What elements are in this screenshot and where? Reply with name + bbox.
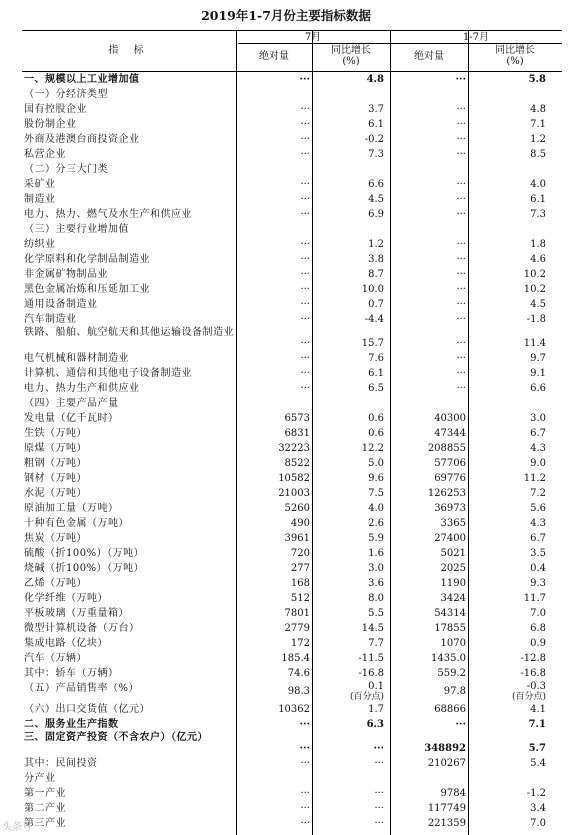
month-absolute-cell: ··· — [300, 119, 310, 130]
month-yoy-cell: 9.6 — [368, 473, 384, 484]
ytd-yoy-cell: 9.1 — [530, 368, 546, 379]
table-row — [22, 486, 562, 501]
month-yoy-cell: -4.4 — [364, 314, 384, 325]
table-row — [22, 471, 562, 486]
row-label: 电气机械和器材制造业 — [24, 353, 129, 364]
ytd-yoy-cell: 5.7 — [528, 743, 546, 754]
row-label: 硫酸（折100%）（万吨） — [24, 548, 145, 559]
month-absolute-cell: ··· — [299, 74, 310, 85]
month-yoy-cell: 1.6 — [368, 548, 384, 559]
month-yoy-cell: 0.7 — [368, 299, 384, 310]
month-absolute-cell: ··· — [300, 149, 310, 160]
ytd-yoy-cell: 8.5 — [530, 149, 546, 160]
table-row — [22, 87, 562, 102]
ytd-yoy-cell: 11.7 — [523, 593, 546, 604]
table-row — [22, 381, 562, 396]
month-absolute-cell: 490 — [290, 518, 310, 529]
ytd-absolute-cell: ··· — [456, 209, 466, 220]
header-month-absolute: 绝对量 — [259, 51, 289, 62]
row-label: 采矿业 — [24, 179, 56, 190]
row-label: 铁路、船舶、航空航天和其他运输设备制造业 — [24, 327, 234, 338]
table-row — [22, 351, 562, 366]
month-yoy-cell: 1.2 — [368, 239, 384, 250]
month-yoy-cell: 7.7 — [368, 638, 384, 649]
month-absolute-cell: ··· — [300, 194, 310, 205]
ytd-yoy-cell: 3.5 — [530, 548, 546, 559]
row-label: 第三产业 — [24, 818, 66, 829]
month-yoy-cell: 4.5 — [368, 194, 384, 205]
ytd-yoy-cell: 7.0 — [530, 818, 546, 829]
row-label: 十种有色金属（万吨） — [24, 518, 129, 529]
ytd-yoy-cell: 4.8 — [530, 104, 546, 115]
month-absolute-cell: ··· — [300, 818, 310, 829]
ytd-absolute-cell: 221359 — [427, 818, 466, 829]
month-yoy-cell: 6.9 — [368, 209, 384, 220]
table-body — [22, 72, 562, 831]
watermark: 头条号 — [2, 822, 32, 833]
ytd-absolute-cell: 1190 — [440, 578, 466, 589]
ytd-yoy-cell: 6.7 — [530, 533, 546, 544]
row-label: 烧碱（折100%）（万吨） — [24, 563, 145, 574]
ytd-absolute-cell: 2025 — [440, 563, 466, 574]
table-row — [22, 267, 562, 282]
month-yoy-cell: 0.6 — [368, 428, 384, 439]
table-row — [22, 162, 562, 177]
table-row — [22, 546, 562, 561]
month-absolute-cell: 172 — [290, 638, 310, 649]
ytd-yoy-cell: 7.3 — [530, 209, 546, 220]
month-yoy-cell: 8.0 — [368, 593, 384, 604]
row-label: 第二产业 — [24, 803, 66, 814]
month-absolute-cell: ··· — [299, 719, 310, 730]
month-yoy-cell: 3.0 — [368, 563, 384, 574]
ytd-yoy-cell: -1.2 — [526, 788, 546, 799]
ytd-absolute-cell: 68866 — [434, 704, 466, 715]
table-row — [22, 651, 562, 666]
month-yoy-cell: 12.2 — [361, 443, 384, 454]
row-label: 制造业 — [24, 194, 56, 205]
table-row — [22, 117, 562, 132]
month-yoy-cell: ··· — [374, 803, 384, 814]
table-row — [22, 702, 562, 717]
month-yoy-cell: 3.7 — [368, 104, 384, 115]
row-label: 集成电路（亿块） — [24, 638, 108, 649]
row-label: 发电量（亿千瓦时） — [24, 413, 119, 424]
month-absolute-cell: 6573 — [284, 413, 310, 424]
month-absolute-cell: 8522 — [284, 458, 310, 469]
ytd-absolute-cell: 27400 — [434, 533, 466, 544]
month-absolute-cell: 32223 — [278, 443, 310, 454]
ytd-yoy-cell: 7.1 — [530, 119, 546, 130]
ytd-absolute-cell: ··· — [456, 368, 466, 379]
ytd-yoy-cell: -16.8 — [520, 668, 546, 679]
row-label: 化学原料和化学制品制造业 — [24, 254, 150, 265]
ytd-yoy-cell: 0.9 — [530, 638, 546, 649]
ytd-absolute-cell: ··· — [456, 134, 466, 145]
header-ytd: 1-7月 — [462, 32, 490, 43]
ytd-yoy-cell: 3.4 — [530, 803, 546, 814]
row-label: 私营企业 — [24, 149, 66, 160]
month-absolute-cell: ··· — [300, 383, 310, 394]
month-yoy-cell: 0.1 (百分点) — [349, 681, 384, 702]
month-yoy-cell: 15.7 — [361, 338, 384, 349]
month-absolute-cell: 185.4 — [281, 653, 310, 664]
table-row — [22, 207, 562, 222]
row-label: 粗钢（万吨） — [24, 458, 87, 469]
ytd-yoy-cell: 1.2 — [530, 134, 546, 145]
month-yoy-cell: 5.5 — [368, 608, 384, 619]
month-absolute-cell: 5260 — [284, 503, 310, 514]
row-label: 原煤（万吨） — [24, 443, 87, 454]
table-row — [22, 297, 562, 312]
month-absolute-cell: ··· — [300, 299, 310, 310]
ytd-yoy-cell: -12.8 — [520, 653, 546, 664]
row-label: 乙烯（万吨） — [24, 578, 87, 589]
month-yoy-cell: 0.6 — [368, 413, 384, 424]
ytd-absolute-cell: ··· — [456, 284, 466, 295]
month-yoy-cell: 5.0 — [368, 458, 384, 469]
table-row — [22, 282, 562, 297]
month-absolute-cell: ··· — [300, 134, 310, 145]
table-row — [22, 177, 562, 192]
table-row — [22, 102, 562, 117]
ytd-absolute-cell: 57706 — [434, 458, 466, 469]
table-header — [22, 30, 562, 72]
month-yoy-cell: 2.6 — [368, 518, 384, 529]
row-label: （二）分三大门类 — [24, 164, 108, 175]
month-yoy-cell: 5.9 — [368, 533, 384, 544]
ytd-absolute-cell: 559.2 — [437, 668, 466, 679]
month-absolute-cell: ··· — [300, 353, 310, 364]
ytd-yoy-cell: 0.4 — [530, 563, 546, 574]
month-absolute-cell: ··· — [300, 284, 310, 295]
row-label: 非金属矿物制品业 — [24, 269, 108, 280]
month-yoy-cell: 7.6 — [368, 353, 384, 364]
month-yoy-cell: 6.3 — [366, 719, 384, 730]
row-label: 通用设备制造业 — [24, 299, 98, 310]
month-yoy-cell: 14.5 — [361, 623, 384, 634]
row-label: （三）主要行业增加值 — [24, 224, 129, 235]
table-row — [22, 531, 562, 546]
row-label: 黑色金属冶炼和压延加工业 — [24, 284, 150, 295]
row-label: 股份制企业 — [24, 119, 77, 130]
header-ytd-absolute: 绝对量 — [414, 51, 444, 62]
month-absolute-cell: 74.6 — [287, 668, 310, 679]
ytd-absolute-cell: 208855 — [427, 443, 466, 454]
indicator-table — [22, 30, 562, 831]
row-label: （四）主要产品产量 — [24, 398, 119, 409]
table-row — [22, 681, 562, 702]
row-label: 二、服务业生产指数 — [24, 719, 119, 730]
ytd-yoy-cell: 9.7 — [530, 353, 546, 364]
table-row — [22, 732, 562, 756]
ytd-absolute-cell: ··· — [455, 719, 466, 730]
row-label: 第一产业 — [24, 788, 66, 799]
row-label: 水泥（万吨） — [24, 488, 87, 499]
month-yoy-cell: 3.6 — [368, 578, 384, 589]
table-row — [22, 591, 562, 606]
month-absolute-cell: ··· — [300, 314, 310, 325]
row-label: （六）出口交货值（亿元） — [24, 704, 150, 715]
table-row — [22, 411, 562, 426]
month-absolute-cell: 98.3 — [287, 686, 310, 697]
ytd-absolute-cell: ··· — [456, 104, 466, 115]
table-row — [22, 72, 562, 87]
ytd-yoy-cell: 6.8 — [530, 623, 546, 634]
table-row — [22, 576, 562, 591]
table-row — [22, 132, 562, 147]
month-absolute-cell: ··· — [300, 239, 310, 250]
ytd-yoy-cell: 7.0 — [530, 608, 546, 619]
month-yoy-cell: 7.3 — [368, 149, 384, 160]
table-row — [22, 366, 562, 381]
ytd-yoy-cell: 9.0 — [530, 458, 546, 469]
ytd-yoy-cell: 4.5 — [530, 299, 546, 310]
ytd-absolute-cell: 17855 — [434, 623, 466, 634]
table-row — [22, 237, 562, 252]
ytd-yoy-cell: 1.8 — [530, 239, 546, 250]
month-yoy-cell: ··· — [374, 818, 384, 829]
row-label: 电力、热力、燃气及水生产和供应业 — [24, 209, 192, 220]
table-row — [22, 636, 562, 651]
ytd-yoy-cell: 4.6 — [530, 254, 546, 265]
month-absolute-cell: 512 — [290, 593, 310, 604]
ytd-yoy-cell: 6.1 — [530, 194, 546, 205]
row-label: 平板玻璃（万重量箱） — [24, 608, 129, 619]
ytd-yoy-cell: 7.1 — [528, 719, 546, 730]
month-yoy-cell: 4.0 — [368, 503, 384, 514]
ytd-absolute-cell: ··· — [456, 353, 466, 364]
row-label: 焦炭（万吨） — [24, 533, 87, 544]
month-yoy-cell: -11.5 — [358, 653, 384, 664]
ytd-yoy-cell: 6.6 — [530, 383, 546, 394]
month-absolute-cell: ··· — [300, 368, 310, 379]
month-absolute-cell: ··· — [300, 209, 310, 220]
ytd-absolute-cell: 210267 — [427, 758, 466, 769]
table-row — [22, 666, 562, 681]
row-label: 微型计算机设备（万台） — [24, 623, 140, 634]
table-row — [22, 327, 562, 351]
month-absolute-cell: ··· — [300, 269, 310, 280]
row-label: 三、固定资产投资（不含农户）（亿元） — [24, 732, 208, 743]
ytd-absolute-cell: 9784 — [440, 788, 466, 799]
ytd-yoy-cell: 4.3 — [530, 443, 546, 454]
table-row — [22, 771, 562, 786]
ytd-absolute-cell: ··· — [456, 179, 466, 190]
ytd-yoy-cell: 4.1 — [530, 704, 546, 715]
row-label: （一）分经济类型 — [24, 89, 108, 100]
month-absolute-cell: ··· — [299, 743, 310, 754]
table-row — [22, 501, 562, 516]
month-absolute-cell: 10362 — [278, 704, 310, 715]
month-yoy-cell: 3.8 — [368, 254, 384, 265]
table-row — [22, 621, 562, 636]
row-label: 分产业 — [24, 773, 56, 784]
table-row — [22, 816, 562, 831]
row-label: 其中：民间投资 — [24, 758, 98, 769]
header-indicator: 指 标 — [108, 45, 150, 56]
ytd-absolute-cell: ··· — [455, 74, 466, 85]
row-label: （五）产品销售率（%） — [24, 683, 140, 694]
header-month-yoy: 同比增长 (%) — [331, 45, 371, 67]
ytd-yoy-cell: 11.2 — [523, 473, 546, 484]
table-row — [22, 786, 562, 801]
ytd-absolute-cell: 1070 — [440, 638, 466, 649]
ytd-yoy-cell: 3.0 — [530, 413, 546, 424]
row-label: 一、规模以上工业增加值 — [24, 74, 140, 85]
ytd-absolute-cell: ··· — [456, 239, 466, 250]
ytd-yoy-cell: 5.8 — [528, 74, 546, 85]
month-yoy-cell: ··· — [374, 788, 384, 799]
month-absolute-cell: 277 — [290, 563, 310, 574]
ytd-yoy-cell: 4.0 — [530, 179, 546, 190]
row-label: 国有控股企业 — [24, 104, 87, 115]
page-title: 2019年1-7月份主要指标数据 — [201, 8, 371, 23]
ytd-yoy-cell: 4.3 — [530, 518, 546, 529]
table-row — [22, 426, 562, 441]
ytd-absolute-cell: 69776 — [434, 473, 466, 484]
ytd-absolute-cell: 5021 — [440, 548, 466, 559]
ytd-yoy-cell: 5.6 — [530, 503, 546, 514]
row-label: 汽车（万辆） — [24, 653, 87, 664]
ytd-yoy-cell: 10.2 — [523, 269, 546, 280]
table-row — [22, 147, 562, 162]
ytd-absolute-cell: ··· — [456, 194, 466, 205]
month-yoy-cell: 7.5 — [368, 488, 384, 499]
row-label: 外商及港澳台商投资企业 — [24, 134, 140, 145]
month-absolute-cell: 6831 — [284, 428, 310, 439]
ytd-absolute-cell: ··· — [456, 383, 466, 394]
table-row — [22, 606, 562, 621]
table-row — [22, 516, 562, 531]
table-row — [22, 192, 562, 207]
header-ytd-yoy: 同比增长 (%) — [495, 45, 535, 67]
month-yoy-cell: -0.2 — [364, 134, 384, 145]
month-yoy-cell: 6.1 — [368, 119, 384, 130]
row-label: 原油加工量（万吨） — [24, 503, 119, 514]
ytd-absolute-cell: 47344 — [434, 428, 466, 439]
ytd-absolute-cell: ··· — [456, 119, 466, 130]
table-row — [22, 441, 562, 456]
ytd-absolute-cell: 54314 — [434, 608, 466, 619]
month-absolute-cell: ··· — [300, 179, 310, 190]
month-yoy-cell: 10.0 — [361, 284, 384, 295]
ytd-yoy-cell: -0.3 (百分点) — [511, 681, 546, 702]
ytd-yoy-cell: 11.4 — [523, 338, 546, 349]
ytd-absolute-cell: 36973 — [434, 503, 466, 514]
ytd-absolute-cell: ··· — [456, 314, 466, 325]
ytd-absolute-cell: ··· — [456, 299, 466, 310]
header-month: 7月 — [304, 32, 322, 43]
month-yoy-cell: 4.8 — [366, 74, 384, 85]
month-yoy-cell: 8.7 — [368, 269, 384, 280]
month-absolute-cell: ··· — [300, 788, 310, 799]
row-label: 电力、热力生产和供应业 — [24, 383, 140, 394]
ytd-absolute-cell: ··· — [456, 254, 466, 265]
row-label: 钢材（万吨） — [24, 473, 87, 484]
month-yoy-cell: 1.7 — [368, 704, 384, 715]
row-label: 汽车制造业 — [24, 314, 77, 325]
month-absolute-cell: 7801 — [284, 608, 310, 619]
month-absolute-cell: 21003 — [278, 488, 310, 499]
ytd-absolute-cell: 40300 — [434, 413, 466, 424]
month-absolute-cell: 2779 — [284, 623, 310, 634]
table-row — [22, 396, 562, 411]
ytd-yoy-cell: 9.3 — [530, 578, 546, 589]
table-row — [22, 561, 562, 576]
ytd-absolute-cell: ··· — [456, 338, 466, 349]
ytd-yoy-cell: 10.2 — [523, 284, 546, 295]
ytd-yoy-cell: 6.7 — [530, 428, 546, 439]
table-row — [22, 756, 562, 771]
month-absolute-cell: ··· — [300, 803, 310, 814]
month-yoy-cell: -16.8 — [358, 668, 384, 679]
month-absolute-cell: ··· — [300, 758, 310, 769]
ytd-absolute-cell: 1435.0 — [431, 653, 466, 664]
ytd-absolute-cell: 3424 — [440, 593, 466, 604]
ytd-yoy-cell: 5.4 — [530, 758, 546, 769]
month-absolute-cell: 10582 — [278, 473, 310, 484]
month-yoy-cell: ··· — [373, 743, 384, 754]
ytd-yoy-cell: 7.2 — [530, 488, 546, 499]
ytd-absolute-cell: 97.8 — [443, 686, 466, 697]
month-absolute-cell: ··· — [300, 104, 310, 115]
table-row — [22, 312, 562, 327]
ytd-absolute-cell: 117749 — [427, 803, 466, 814]
row-label: 生铁（万吨） — [24, 428, 87, 439]
table-row — [22, 801, 562, 816]
month-absolute-cell: 720 — [290, 548, 310, 559]
table-row — [22, 252, 562, 267]
row-label: 纺织业 — [24, 239, 56, 250]
row-label: 计算机、通信和其他电子设备制造业 — [24, 368, 192, 379]
month-absolute-cell: ··· — [300, 338, 310, 349]
ytd-absolute-cell: 126253 — [427, 488, 466, 499]
row-label: 化学纤维（万吨） — [24, 593, 108, 604]
month-yoy-cell: 6.5 — [368, 383, 384, 394]
month-absolute-cell: ··· — [300, 254, 310, 265]
month-absolute-cell: 168 — [290, 578, 310, 589]
month-absolute-cell: 3961 — [284, 533, 310, 544]
table-row — [22, 717, 562, 732]
ytd-yoy-cell: -1.8 — [526, 314, 546, 325]
table-row — [22, 456, 562, 471]
ytd-absolute-cell: 348892 — [424, 743, 466, 754]
ytd-absolute-cell: ··· — [456, 269, 466, 280]
table-row — [22, 222, 562, 237]
month-yoy-cell: 6.6 — [368, 179, 384, 190]
ytd-absolute-cell: 3365 — [440, 518, 466, 529]
ytd-absolute-cell: ··· — [456, 149, 466, 160]
row-label: 其中：轿车（万辆） — [24, 668, 119, 679]
month-yoy-cell: 6.1 — [368, 368, 384, 379]
month-yoy-cell: ··· — [374, 758, 384, 769]
